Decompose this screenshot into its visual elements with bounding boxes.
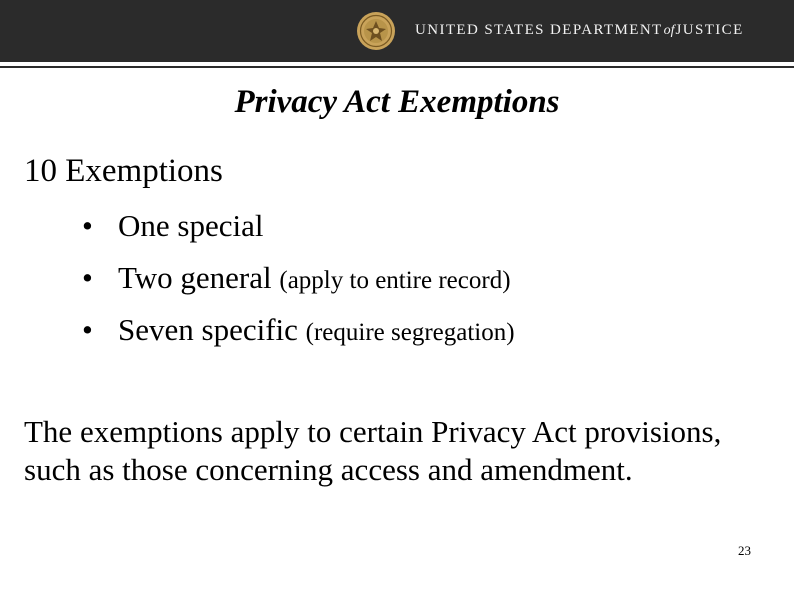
header-bar [0, 0, 794, 62]
organization-name [415, 22, 744, 39]
section-heading: 10 Exemptions [24, 153, 223, 189]
slide-title-text: Privacy Act Exemptions [234, 84, 560, 120]
organization-name-part1: UNITED STATES DEPARTMENT [415, 22, 663, 38]
doj-seal-icon [356, 11, 396, 51]
list-item [82, 206, 515, 258]
organization-name-part2: JUSTICE [675, 22, 744, 38]
list-item-main: One special [118, 208, 264, 243]
list-item-note: (require segregation) [305, 319, 515, 346]
list-item [82, 310, 515, 362]
page-number: 23 [738, 543, 751, 558]
list-item-note: (apply to entire record) [279, 267, 511, 294]
body-paragraph: The exemptions apply to certain Privacy Act provisions, such as those concerning access and amendment. [24, 414, 722, 487]
slide-title [0, 84, 794, 121]
list-item [82, 258, 515, 310]
exemption-list [82, 206, 515, 362]
list-item-main: Seven specific [118, 312, 298, 347]
list-item-main: Two general [118, 260, 272, 295]
bullet-icon: • [82, 208, 93, 243]
bullet-icon: • [82, 312, 93, 347]
bullet-icon: • [82, 260, 93, 295]
header-divider-line [0, 66, 794, 68]
organization-name-of: of [663, 23, 675, 38]
